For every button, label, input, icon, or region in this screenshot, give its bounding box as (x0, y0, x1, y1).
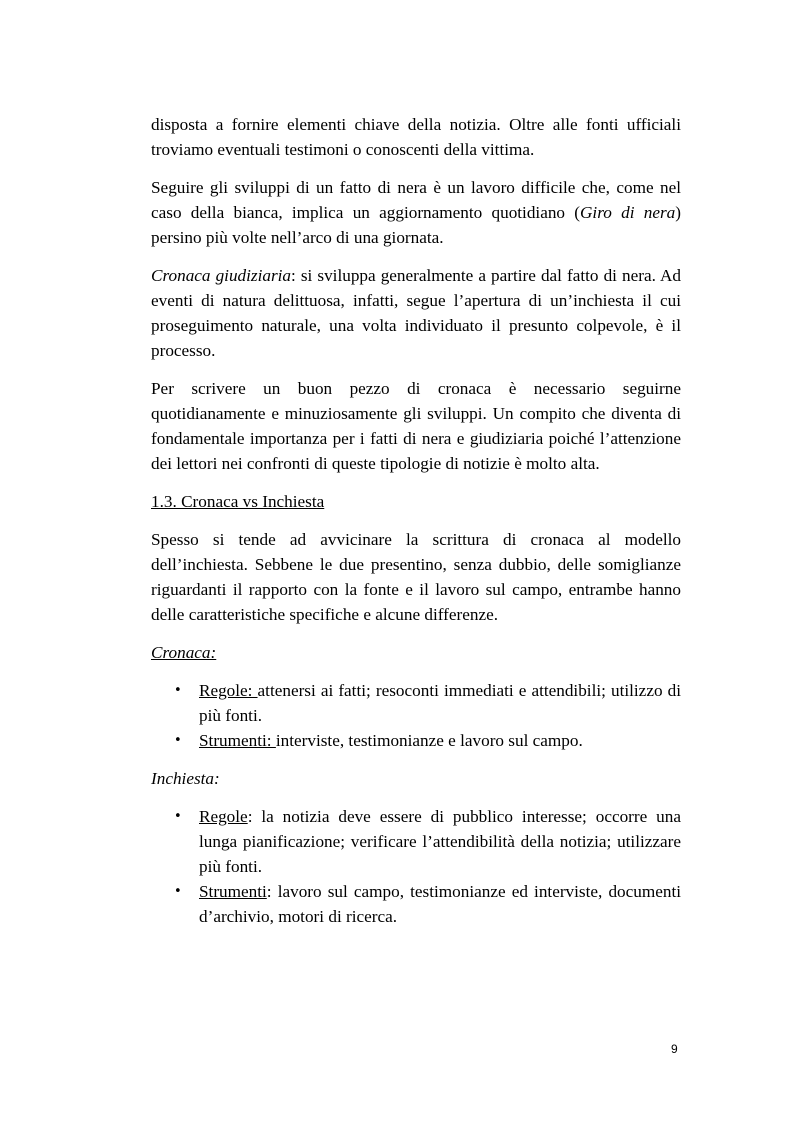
list-item-term: Strumenti (199, 882, 267, 901)
list-item (174, 804, 681, 879)
paragraph-text: disposta a fornire elementi chiave della notizia. Oltre alle fonti ufficiali troviamo eventuali testimoni o conoscenti della vittima. (151, 115, 681, 159)
bullet-icon: • (174, 809, 182, 824)
paragraph-text: Spesso si tende ad avvicinare la scrittura di cronaca al modello dell’inchiesta. Sebbene le due presentino, senza dubbio, delle somiglianze riguardanti il rapporto con la fonte e il lavoro sul campo, entrambe hanno delle caratteristiche specifiche e alcune differenze. (151, 530, 681, 624)
page-number: 9 (671, 1042, 678, 1056)
list-item (174, 678, 681, 728)
list-item (174, 728, 681, 753)
paragraph-sources (151, 112, 681, 162)
page-body (151, 112, 681, 942)
list-item-text: interviste, testimonianze e lavoro sul campo. (275, 731, 583, 750)
list-item-term: Regole: (199, 681, 258, 700)
cronaca-list (151, 678, 681, 753)
paragraph-nera (151, 175, 681, 250)
paragraph-text: Seguire gli sviluppi di un fatto di nera è un lavoro difficile che, come nel caso della bianca, implica un aggiornamento quotidiano ( (151, 178, 681, 222)
list-item-text: attenersi ai fatti; resoconti immediati e attendibili; utilizzo di più fonti. (199, 681, 681, 725)
paragraph-comparison (151, 527, 681, 627)
paragraph-text: : si sviluppa generalmente a partire dal fatto di nera. Ad eventi di natura delittuosa, infatti, segue l’apertura di un’inchiesta il cui proseguimento naturale, una volta individuato il presunto colpevole, è il processo. (151, 266, 681, 360)
section-heading: 1.3. Cronaca vs Inchiesta (151, 492, 325, 511)
italic-term: Cronaca giudiziaria (151, 266, 292, 285)
bullet-icon: • (174, 884, 182, 899)
paragraph-writing (151, 376, 681, 476)
inchiesta-list (151, 804, 681, 929)
cronaca-label: Cronaca: (151, 643, 217, 662)
bullet-icon: • (174, 733, 182, 748)
paragraph-text: ) persino più volte nell’arco di una giornata. (151, 203, 681, 247)
list-item-text: : lavoro sul campo, testimonianze ed interviste, documenti d’archivio, motori di ricerca. (199, 882, 681, 926)
italic-term: Giro di nera (580, 203, 676, 222)
list-item (174, 879, 681, 929)
list-item-term: Strumenti: (199, 731, 276, 750)
bullet-icon: • (174, 683, 182, 698)
list-item-term: Regole (199, 807, 248, 826)
paragraph-text: Per scrivere un buon pezzo di cronaca è necessario seguirne quotidianamente e minuziosamente gli sviluppi. Un compito che diventa di fondamentale importanza per i fatti di nera e giudiziaria poiché l’attenzione dei lettori nei confronti di queste tipologie di notizie è molto alta. (151, 379, 681, 473)
list-item-text: : la notizia deve essere di pubblico interesse; occorre una lunga pianificazione; verificare l’attendibilità della notizia; utilizzare più fonti. (199, 807, 681, 876)
paragraph-giudiziaria (151, 263, 681, 363)
inchiesta-label: Inchiesta: (151, 769, 220, 788)
